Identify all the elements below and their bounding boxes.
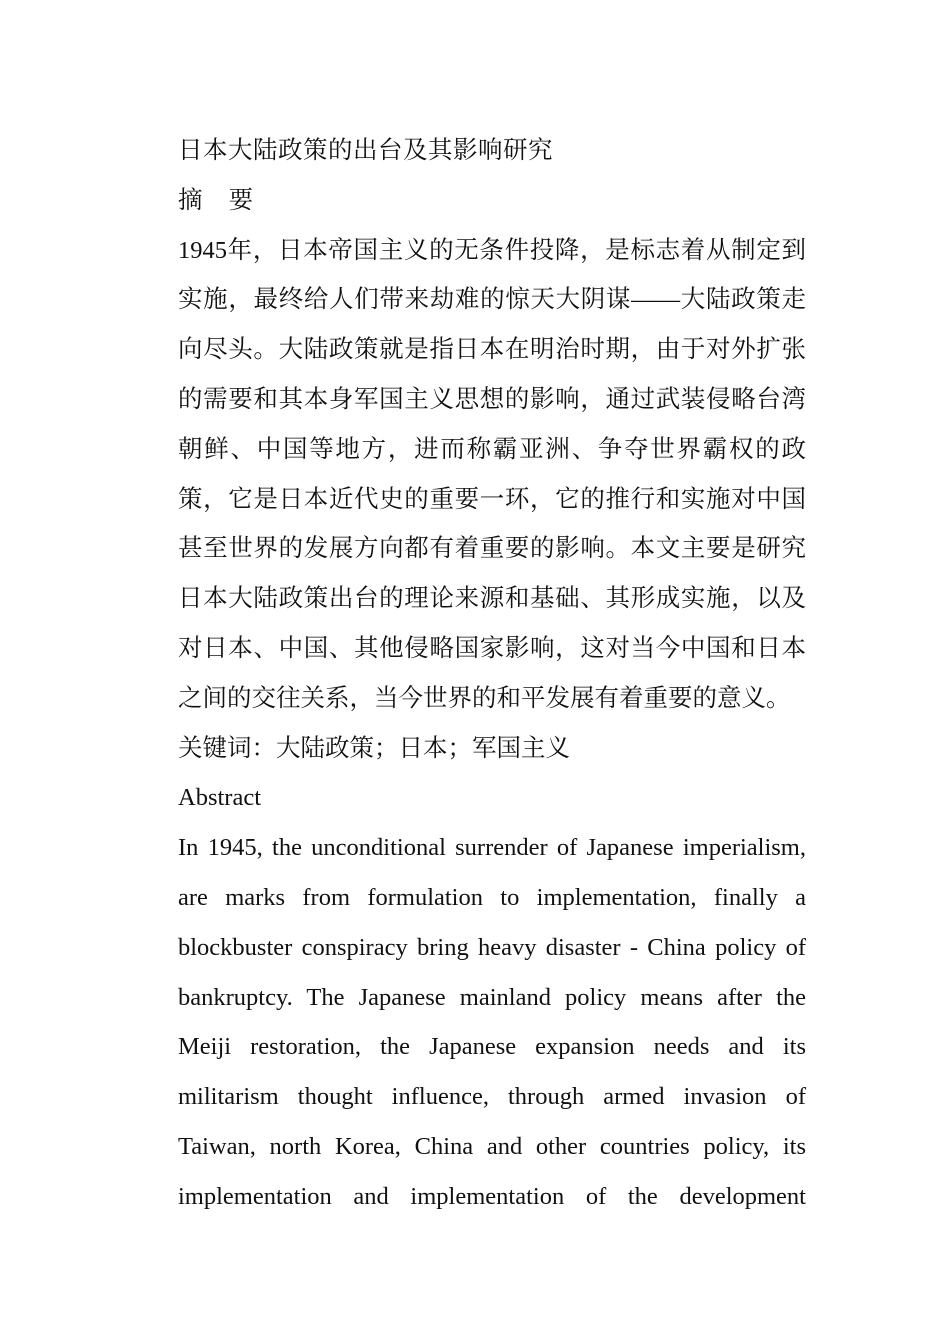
abstract-body-en: In 1945, the unconditional surrender of Japanese imperialism, are marks from formulation to implementation, finally a blockbuster conspiracy bring heavy disaster - China policy of bankruptcy. The Japanese mainland policy means after the Meiji restoration, the Japanese expansion needs and its militarism thought influence, through armed invasion of Taiwan, north Korea, China and other countries policy, its implementation and implementation of the development — [178, 834, 806, 1210]
keywords-cn: 关键词：大陆政策；日本；军国主义 — [178, 734, 570, 762]
abstract-heading-cn: 摘 要 — [178, 186, 264, 214]
document-page — [178, 126, 806, 1222]
abstract-body-cn: 1945年，日本帝国主义的无条件投降，是标志着从制定到实施，最终给人们带来劫难的惊天大阴谋——大陆政策走向尽头。大陆政策就是指日本在明治时期，由于对外扩张的需要和其本身军国主义思想的影响，通过武装侵略台湾朝鲜、中国等地方，进而称霸亚洲、争夺世界霸权的政策，它是日本近代史的重要一环，它的推行和实施对中国甚至世界的发展方向都有着重要的影响。本文主要是研究日本大陆政策出台的理论来源和基础、其形成实施，以及对日本、中国、其他侵略国家影响，这对当今中国和日本之间的交往关系，当今世界的和平发展有着重要的意义。 — [178, 236, 806, 712]
abstract-heading-en: Abstract — [178, 784, 261, 812]
document-title: 日本大陆政策的出台及其影响研究 — [178, 137, 553, 164]
